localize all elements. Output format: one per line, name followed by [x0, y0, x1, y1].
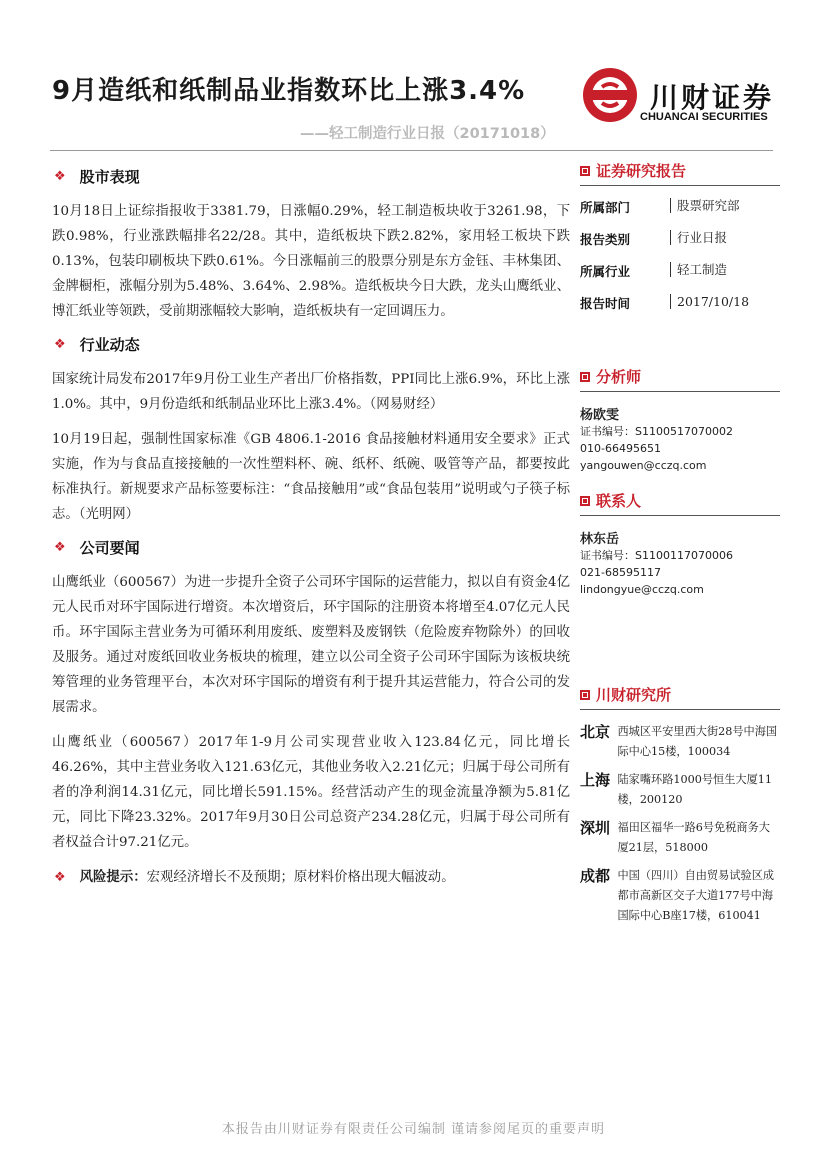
- analyst-name: 杨欧雯: [580, 408, 620, 423]
- company-paragraph-2: 山鹰纸业（600567）2017年1-9月公司实现营业收入123.84亿元，同比增长46.26%，其中主营业务收入121.63亿元，其他业务收入2.21亿元；归属于母公司所有者的净利润14.31亿元，同比增长591.15%。经营活动产生的现金流量净额为5.81亿元，同比下降23.32%。2017年9月30日公司总资产234.28亿元，归属于母公司所有者权益合计97.21亿元。: [52, 735, 570, 850]
- logo-icon: [580, 65, 640, 125]
- logo-text-en: CHUANCAI SECURITIES: [640, 111, 768, 123]
- analyst-phone: 010-66495651: [580, 442, 661, 455]
- risk-label: 风险提示：: [79, 870, 147, 885]
- meta-row-category: 报告类别 行业日报: [580, 230, 728, 247]
- bullet-diamond-icon: ❖: [54, 870, 66, 885]
- contact-cert: 证书编号：S1100117070006: [580, 549, 733, 562]
- section-heading-market: ❖ 股市表现: [54, 168, 140, 186]
- section-heading-industry: ❖ 行业动态: [54, 336, 140, 354]
- analyst-email[interactable]: yangouwen@cczq.com: [580, 459, 707, 472]
- square-bullet-icon: [580, 166, 590, 176]
- office-beijing: 北京 西城区平安里西大街28号中海国际中心15楼，100034: [580, 723, 778, 758]
- company-paragraph-1: 山鹰纸业（600567）为进一步提升全资子公司环宇国际的运营能力，拟以自有资金4亿元人民币对环宇国际进行增资。本次增资后，环宇国际的注册资本将增至4.07亿元人民币。环宇国际主营业务为可循环利用废纸、废塑料及废钢铁（危险废弃物除外）的回收及服务。通过对废纸回收业务板块的梳理，建立以公司全资子公司环宇国际为该板块统筹管理的业务管理平台，本次对环宇国际的增资有利于提升其运营能力，符合公司的发展需求。: [52, 575, 570, 715]
- sidebar-heading-contact: 联系人: [580, 490, 780, 516]
- main-content: [52, 162, 570, 890]
- office-shenzhen: 深圳 福田区福华一路6号免税商务大厦21层，518000: [580, 819, 770, 854]
- page-title: 9月造纸和纸制品业指数环比上涨3.4%: [52, 76, 526, 106]
- sidebar-heading-report: 证券研究报告: [580, 160, 780, 186]
- meta-row-date: 报告时间 2017/10/18: [580, 294, 750, 311]
- analyst-cert: 证书编号：S1100517070002: [580, 425, 733, 438]
- office-shanghai: 上海 陆家嘴环路1000号恒生大厦11楼，200120: [580, 771, 773, 806]
- risk-warning: [52, 865, 570, 890]
- contact-email[interactable]: lindongyue@cczq.com: [580, 583, 704, 596]
- footer-disclaimer: 本报告由川财证券有限责任公司编制 谨请参阅尾页的重要声明: [221, 1122, 606, 1137]
- header-divider: [50, 150, 773, 151]
- section-heading-company: ❖ 公司要闻: [54, 539, 140, 557]
- industry-paragraph-2: 10月19日起，强制性国家标准《GB 4806.1-2016 食品接触材料通用安全要求》正式实施，作为与食品直接接触的一次性塑料杯、碗、纸杯、纸碗、吸管等产品，都要按此标准执行。新规要求产品标签要标注：“食品接触用”或“食品包装用”说明或勺子筷子标志。（光明网）: [52, 432, 570, 522]
- industry-paragraph-1: 国家统计局发布2017年9月份工业生产者出厂价格指数，PPI同比上涨6.9%，环比上涨1.0%。其中，9月份造纸和纸制品业环比上涨3.4%。（网易财经）: [52, 372, 570, 412]
- office-chengdu: 成都 中国（四川）自由贸易试验区成都市高新区交子大道177号中海国际中心B座17楼，610041: [580, 867, 775, 922]
- bullet-diamond-icon: ❖: [54, 169, 66, 184]
- risk-text: 宏观经济增长不及预期；原材料价格出现大幅波动。: [146, 870, 455, 885]
- square-bullet-icon: [580, 496, 590, 506]
- logo-text-cn: 川财证券: [650, 81, 775, 114]
- sidebar: [580, 160, 780, 934]
- market-paragraph: 10月18日上证综指报收于3381.79，日涨幅0.29%，轻工制造板块收于3261.98，下跌0.98%，行业涨跌幅排名22/28。其中，造纸板块下跌2.82%，家用轻工板块下跌0.13%，包装印刷板块下跌0.61%。今日涨幅前三的股票分别是东方金钰、丰林集团、金牌橱柜，涨幅分别为5.48%、3.64%、2.98%。造纸板块今日大跌，龙头山鹰纸业、博汇纸业等领跌，受前期涨幅较大影响，造纸板块有一定回调压力。: [52, 204, 570, 319]
- square-bullet-icon: [580, 690, 590, 700]
- square-bullet-icon: [580, 372, 590, 382]
- bullet-diamond-icon: ❖: [54, 540, 66, 555]
- contact-name: 林东岳: [580, 532, 620, 547]
- bullet-diamond-icon: ❖: [54, 337, 66, 352]
- meta-row-department: 所属部门 股票研究部: [580, 198, 740, 215]
- meta-row-industry: 所属行业 轻工制造: [580, 262, 728, 279]
- page-subtitle: ——轻工制造行业日报（20171018）: [300, 126, 555, 142]
- contact-phone: 021-68595117: [580, 566, 661, 579]
- sidebar-heading-analyst: 分析师: [580, 366, 780, 392]
- sidebar-heading-institute: 川财研究所: [580, 684, 780, 710]
